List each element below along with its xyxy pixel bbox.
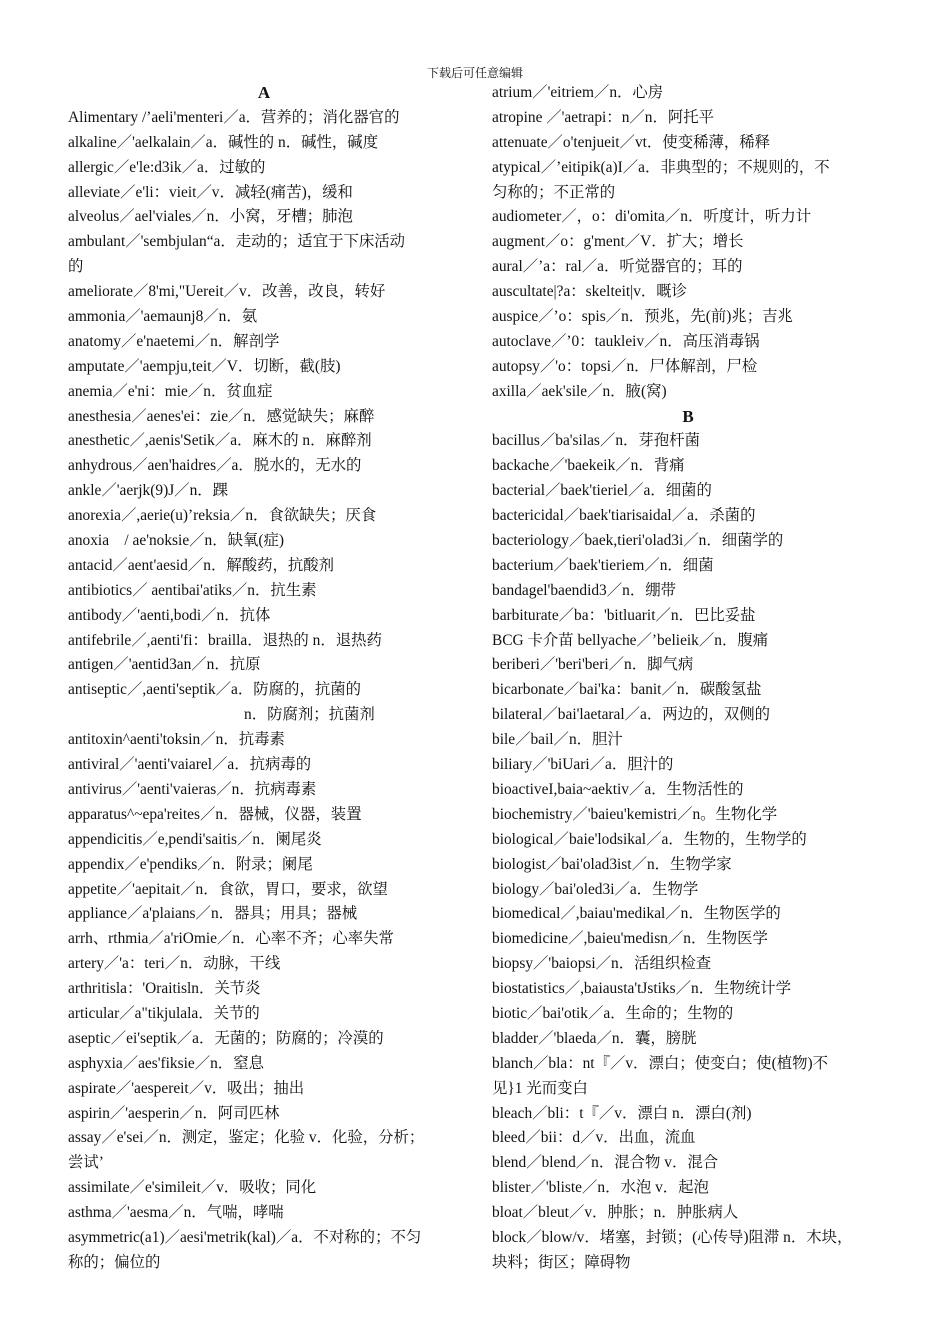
dictionary-entry-line: asymmetric(a1)／aesi'metrik(kal)／a．不对称的；不匀	[68, 1228, 422, 1246]
dictionary-entry-line: bacillus／ba'silas／n．芽孢杆菌	[492, 432, 700, 450]
dictionary-entry-line: arrh、rthmia／a'riOmie／n．心率不齐；心率失常	[68, 930, 394, 948]
dictionary-entry-line: biomedical／,baiau'medikal／n．生物医学的	[492, 905, 781, 923]
left-column	[68, 81, 460, 1276]
dictionary-entry-line: auspice／’o：spis／n．预兆，先(前)兆；吉兆	[492, 308, 793, 326]
dictionary-entry-line: bacterial／baek'tieriel／a．细菌的	[492, 482, 712, 500]
dictionary-entry-line: apparatus^~epa'reites／n．器械，仪器，装置	[68, 805, 362, 823]
dictionary-entry-line: attenuate／o'tenjueit／vt．使变稀薄，稀释	[492, 133, 771, 151]
dictionary-entry-line: atypical／’eitipik(a)I／a．非典型的；不规则的，不	[492, 158, 830, 176]
dictionary-entry-line: appliance／a'plaians／n．器具；用具；器械	[68, 905, 358, 923]
dictionary-entry-line: 见}1 光而变白	[492, 1079, 588, 1097]
dictionary-entry-line: bioactiveI,baia~aektiv／a．生物活性的	[492, 780, 744, 798]
page-header-note: 下载后可任意编辑	[426, 66, 523, 80]
dictionary-entry-line: bleach／bli：t『／v．漂白 n．漂白(剂)	[492, 1104, 752, 1122]
dictionary-entry-line: anorexia／,aerie(u)’reksia／n．食欲缺失；厌食	[68, 507, 377, 525]
dictionary-entry-line: alveolus／ael'viales／n．小窝，牙槽；肺泡	[68, 208, 353, 226]
dictionary-entry-line: augment／o：g'ment／V．扩大；增长	[492, 233, 744, 251]
dictionary-entry-line: Alimentary /’aeli'menteri／a．营养的；消化器官的	[68, 108, 400, 126]
dictionary-entry-line: anoxia / ae'noksie／n．缺氧(症)	[68, 532, 285, 550]
dictionary-entry-line: backache／'baekeik／n．背痛	[492, 457, 685, 475]
dictionary-entry-line: anatomy／e'naetemi／n．解剖学	[68, 332, 280, 350]
dictionary-entry-line: blanch／bla：nt『／v．漂白；使变白；使(植物)不	[492, 1054, 828, 1072]
dictionary-entry-line: alleviate／e'li：vieit／v．减轻(痛苦)，缓和	[68, 183, 353, 201]
dictionary-entry-line: 块料；街区；障碍物	[492, 1253, 631, 1271]
dictionary-entry-line: antiviral／'aenti'vaiarel／a．抗病毒的	[68, 756, 312, 774]
dictionary-entry-line: articular／a"tikjulala．关节的	[68, 1004, 260, 1022]
dictionary-entry-line: ankle／'aerjk(9)J／n．踝	[68, 482, 229, 500]
dictionary-entry-line: biological／baie'lodsikal／a．生物的，生物学的	[492, 830, 807, 848]
dictionary-entry-line: artery／'a：teri／n．动脉，干线	[68, 955, 281, 973]
dictionary-entry-line: antitoxin^aenti'toksin／n．抗毒素	[68, 731, 285, 749]
dictionary-entry-line: antibiotics／ aentibai'atiks／n．抗生素	[68, 581, 317, 599]
dictionary-entry-line: assimilate／e'simileit／v．吸收；同化	[68, 1179, 317, 1197]
dictionary-entry-line: bloat／bleut／v．肿胀；n．肿胀病人	[492, 1204, 739, 1222]
dictionary-entry-line: bactericidal／baek'tiarisaidal／a．杀菌的	[492, 507, 756, 525]
dictionary-entry-line: blend／blend／n．混合物 v．混合	[492, 1154, 719, 1172]
dictionary-entry-line: blister／'bliste／n．水泡 v．起泡	[492, 1179, 709, 1197]
dictionary-entry-line: aseptic／ei'septik／a．无菌的；防腐的；冷漠的	[68, 1029, 384, 1047]
dictionary-entry-line: anhydrous／aen'haidres／a．脱水的，无水的	[68, 457, 362, 475]
dictionary-entry-line: bacteriology／baek,tieri'olad3i／n．细菌学的	[492, 532, 784, 550]
dictionary-entry-line: antifebrile／,aenti'fi：brailla．退热的 n．退热药	[68, 631, 382, 649]
dictionary-entry-line: anesthetic／,aenis'Setik／a．麻木的 n．麻醉剂	[68, 432, 372, 450]
dictionary-entry-line: audiometer／，o：di'omita／n．听度计，听力计	[492, 208, 812, 226]
dictionary-entry-line: bleed／bii：d／v．出血，流血	[492, 1129, 696, 1147]
dictionary-entry-line: 尝试’	[68, 1154, 104, 1172]
right-column	[492, 81, 884, 1276]
dictionary-entry-line: biliary／'biUari／a．胆汁的	[492, 756, 674, 774]
dictionary-entry-line: antivirus／'aenti'vaieras／n．抗病毒素	[68, 780, 317, 798]
dictionary-entry-line: appendix／e'pendiks／n．附录；阑尾	[68, 855, 313, 873]
dictionary-entry-line: assay／e'sei／n．测定，鉴定；化验 v．化验，分析；	[68, 1129, 425, 1147]
dictionary-entry-line: 称的；偏位的	[68, 1253, 161, 1271]
dictionary-entry-line: aspirate／'aespereit／v．吸出；抽出	[68, 1079, 305, 1097]
dictionary-entry-line: antacid／aent'aesid／n．解酸药，抗酸剂	[68, 556, 335, 574]
dictionary-entry-line: appetite／'aepitait／n．食欲，胃口，要求，欲望	[68, 880, 388, 898]
dictionary-entry-line: block／blow/v．堵塞，封锁；(心传导)阻滞 n．木块，	[492, 1228, 853, 1246]
dictionary-entry-line: atrium／'eitriem／n．心房	[492, 84, 664, 101]
dictionary-entry-line: ambulant／'sembjulan“a．走动的；适宜于下床活动	[68, 233, 406, 251]
dictionary-entry-line: asphyxia／aes'fiksie／n．窒息	[68, 1054, 264, 1072]
dictionary-entry-line: biologist／bai'olad3ist／n．生物学家	[492, 855, 732, 873]
dictionary-entry-line: autopsy／'o：topsi／n．尸体解剖，尸检	[492, 357, 758, 375]
dictionary-entry-line: bacterium／baek'tieriem／n．细菌	[492, 556, 714, 574]
dictionary-entry-line: ameliorate／8'mi,"Uereit／v．改善，改良，转好	[68, 283, 386, 301]
dictionary-entry-line: amputate／'aempju,teit／V．切断，截(肢)	[68, 357, 341, 375]
dictionary-entry-line: bicarbonate／bai'ka：banit／n．碳酸氢盐	[492, 681, 762, 699]
dictionary-entry-line: biopsy／'baiopsi／n．活组织检查	[492, 955, 712, 973]
dictionary-entry-line: arthritisla：'Oraitisln．关节炎	[68, 980, 261, 998]
dictionary-entry-line: antiseptic／,aenti'septik／a．防腐的，抗菌的	[68, 681, 362, 699]
dictionary-entry-line: antigen／'aentid3an／n．抗原	[68, 656, 261, 674]
dictionary-entry-line: biology／bai'oled3i／a．生物学	[492, 880, 699, 898]
dictionary-entry-line: 的	[68, 258, 84, 276]
dictionary-entry-line: appendicitis／e,pendi'saitis／n．阑尾炎	[68, 830, 322, 848]
dictionary-entry-line: ammonia／'aemaunj8／n．氨	[68, 308, 258, 326]
dictionary-entry-line: 匀称的；不正常的	[492, 183, 616, 201]
dictionary-entry-line: biotic／bai'otik／a．生命的；生物的	[492, 1004, 734, 1022]
dictionary-entry-line: bandagel'baendid3／n．绷带	[492, 581, 676, 599]
dictionary-entry-line: aural／’a：ral／a．听觉器官的；耳的	[492, 258, 743, 276]
dictionary-entry-line: bile／bail／n．胆汁	[492, 731, 623, 749]
dictionary-entry-line: autoclave／’0：taukleiv／n．高压消毒锅	[492, 332, 760, 350]
dictionary-entry-line: biochemistry／'baieu'kemistri／n。生物化学	[492, 805, 778, 823]
section-letter-heading: A	[257, 83, 271, 102]
dictionary-entry-line: biomedicine／,baieu'medisn／n．生物医学	[492, 930, 768, 948]
dictionary-entry-line: barbiturate／ba：'bitluarit／n．巴比妥盐	[492, 606, 756, 624]
dictionary-entry-line: BCG 卡介苗 bellyache／’belieik／n．腹痛	[492, 631, 769, 649]
dictionary-entry-line: anesthesia／aenes'ei：zie／n．感觉缺失；麻醉	[68, 407, 375, 425]
dictionary-entry-line: asthma／'aesma／n．气喘，哮喘	[68, 1204, 284, 1222]
dictionary-entry-line: alkaline／'aelkalain／a．碱性的 n．碱性，碱度	[68, 133, 379, 151]
dictionary-entry-line: bilateral／bai'laetaral／a．两边的，双侧的	[492, 706, 771, 724]
dictionary-entry-line: auscultate|?a：skelteit|v．嘅诊	[492, 283, 688, 301]
dictionary-entry-line: anemia／e'ni：mie／n．贫血症	[68, 382, 273, 400]
dictionary-entry-line: allergic／e'le:d3ik／a．过敏的	[68, 158, 266, 176]
dictionary-entry-line: bladder／'blaeda／n．囊，膀胱	[492, 1029, 697, 1047]
section-letter-heading: B	[682, 406, 694, 426]
dictionary-entry-line: beriberi／'beri'beri／n．脚气病	[492, 656, 694, 674]
dictionary-entry-line: axilla／aek'sile／n．腋(窝)	[492, 382, 667, 400]
dictionary-entry-line: biostatistics／,baiausta'tJstiks／n．生物统计学	[492, 980, 792, 998]
dictionary-entry-line: atropine ／'aetrapi：n／n．阿托平	[492, 108, 715, 126]
dictionary-entry-line: antibody／'aenti,bodi／n．抗体	[68, 606, 271, 624]
dictionary-entry-continuation: n．防腐剂；抗菌剂	[244, 706, 375, 724]
dictionary-entry-line: aspirin／'aesperin／n．阿司匹林	[68, 1104, 280, 1122]
